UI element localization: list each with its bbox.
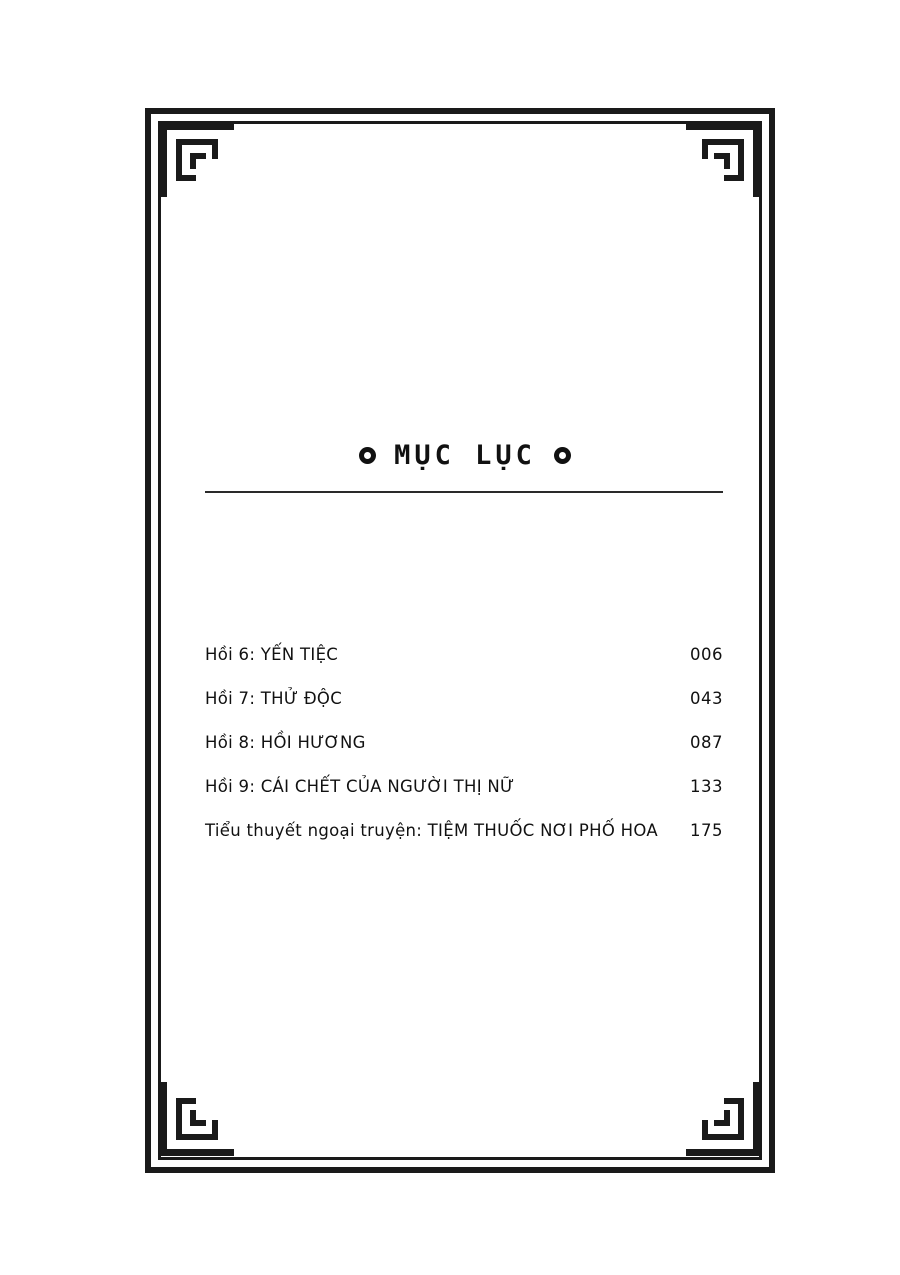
page-title-text: MỤC LỤC [394,440,536,471]
toc-entry-title: Hồi 8: HỒI HƯƠNG [205,733,366,752]
toc-entry[interactable] [205,645,723,689]
toc-entry-page: 043 [690,689,723,708]
toc-entry-title: Tiểu thuyết ngoại truyện: TIỆM THUỐC NƠI PHỐ HOA [205,821,658,840]
table-of-contents [205,645,723,865]
corner-ornament-top-right [686,123,760,197]
corner-ornament-top-left [160,123,234,197]
corner-ornament-bottom-right [686,1082,760,1156]
toc-entry-title: Hồi 6: YẾN TIỆC [205,645,339,664]
page-title [205,440,725,471]
toc-entry-page: 006 [690,645,723,664]
corner-ornament-bottom-left [160,1082,234,1156]
toc-entry-page: 133 [690,777,723,796]
toc-entry-title: Hồi 9: CÁI CHẾT CỦA NGƯỜI THỊ NỮ [205,777,515,796]
toc-entry-page: 175 [690,821,723,840]
toc-entry-title: Hồi 7: THỬ ĐỘC [205,689,343,708]
toc-entry[interactable] [205,689,723,733]
toc-entry-page: 087 [690,733,723,752]
toc-entry[interactable] [205,733,723,777]
page-border-inner [158,121,762,1160]
toc-entry[interactable] [205,777,723,821]
toc-entry[interactable] [205,821,723,865]
circle-dot-icon-right [554,447,571,464]
circle-dot-icon-left [359,447,376,464]
title-divider [205,491,723,493]
